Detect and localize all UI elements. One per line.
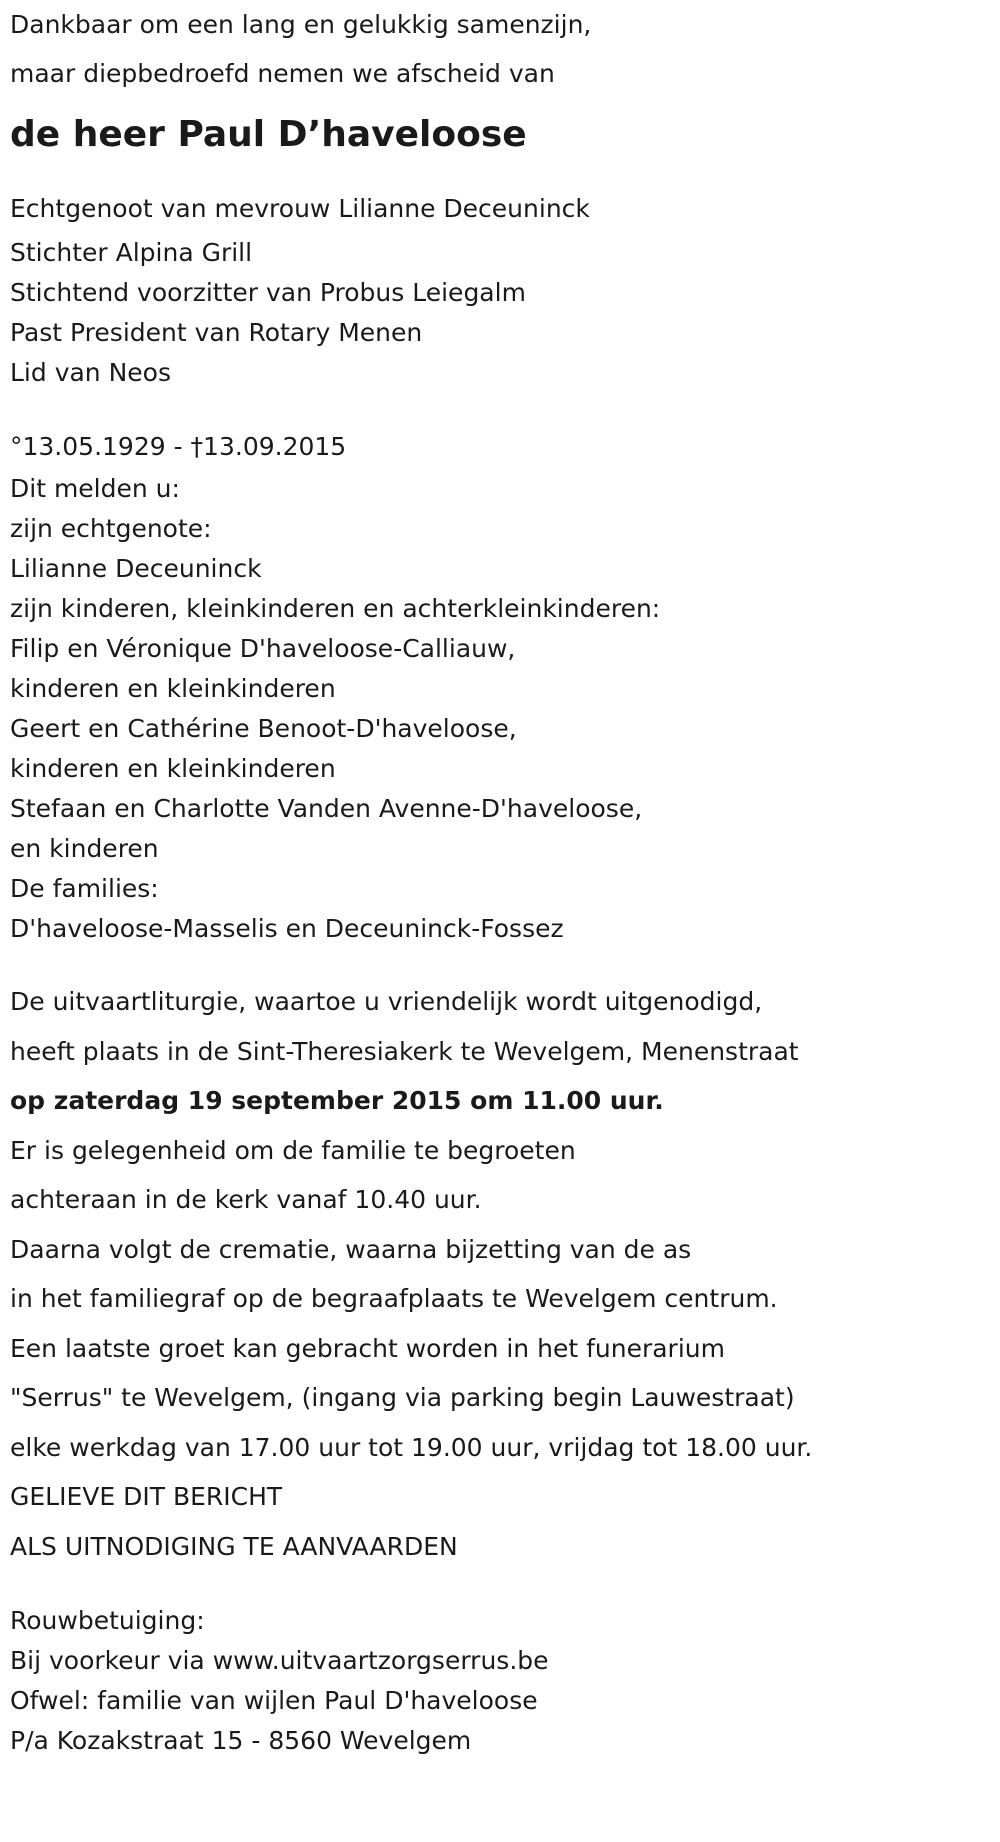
intro-line: maar diepbedroefd nemen we afscheid van [10,59,555,88]
deceased-name-heading: de heer Paul D’haveloose [10,114,527,155]
role-item: Lid van Neos [10,358,171,387]
family-line: D'haveloose-Masselis en Deceuninck-Fossez [10,914,564,943]
funeral-line: in het familiegraf op de begraafplaats te Wevelgem centrum. [10,1284,778,1313]
family-list [10,469,990,949]
family-line: zijn echtgenote: [10,514,212,543]
funeral-line: elke werkdag van 17.00 uur tot 19.00 uur, vrijdag tot 18.00 uur. [10,1432,813,1462]
funeral-date-line: op zaterdag 19 september 2015 om 11.00 uur. [10,1086,664,1115]
family-line: De families: [10,874,159,903]
family-line: Geert en Cathérine Benoot-D'haveloose, [10,714,517,743]
funeral-line: Daarna volgt de crematie, waarna bijzetting van de as [10,1234,692,1264]
funeral-line: achteraan in de kerk vanaf 10.40 uur. [10,1185,482,1214]
funeral-line: ALS UITNODIGING TE AANVAARDEN [10,1531,458,1561]
funeral-details-section [10,977,990,1571]
spouse-section [10,184,990,233]
intro-line: Dankbaar om een lang en gelukkig samenzijn, [10,10,592,39]
family-line: zijn kinderen, kleinkinderen en achterkleinkinderen: [10,594,661,623]
funeral-line: De uitvaartliturgie, waartoe u vriendelijk wordt uitgenodigd, [10,987,763,1016]
funeral-line: "Serrus" te Wevelgem, (ingang via parking begin Lauwestraat) [10,1383,795,1412]
spouse-line: Echtgenoot van mevrouw Lilianne Deceuninck [10,194,590,223]
roles-list [10,233,990,393]
funeral-line: GELIEVE DIT BERICHT [10,1482,283,1511]
condolence-section [10,1601,990,1761]
role-item: Past President van Rotary Menen [10,318,423,347]
funeral-line: Er is gelegenheid om de familie te begroeten [10,1135,576,1165]
role-item: Stichtend voorzitter van Probus Leiegalm [10,278,526,307]
family-line: kinderen en kleinkinderen [10,754,336,783]
life-dates: °13.05.1929 - †13.09.2015 [10,432,347,461]
condolence-line: Bij voorkeur via www.uitvaartzorgserrus.be [10,1646,549,1675]
condolence-line: Rouwbetuiging: [10,1606,205,1635]
role-item: Stichter Alpina Grill [10,238,253,267]
family-line: Filip en Véronique D'haveloose-Calliauw, [10,634,516,663]
funeral-line: heeft plaats in de Sint-Theresiakerk te Wevelgem, Menenstraat [10,1036,799,1066]
family-line: Dit melden u: [10,474,180,503]
family-line: kinderen en kleinkinderen [10,674,336,703]
family-line: Stefaan en Charlotte Vanden Avenne-D'haveloose, [10,794,643,823]
obituary-notice [10,0,990,1761]
family-line: Lilianne Deceuninck [10,554,262,583]
life-dates-section [10,424,990,469]
condolence-line: P/a Kozakstraat 15 - 8560 Wevelgem [10,1726,472,1755]
funeral-line: Een laatste groet kan gebracht worden in het funerarium [10,1333,725,1363]
condolence-line: Ofwel: familie van wijlen Paul D'haveloose [10,1686,538,1715]
intro-section [10,0,990,98]
family-line: en kinderen [10,834,159,863]
